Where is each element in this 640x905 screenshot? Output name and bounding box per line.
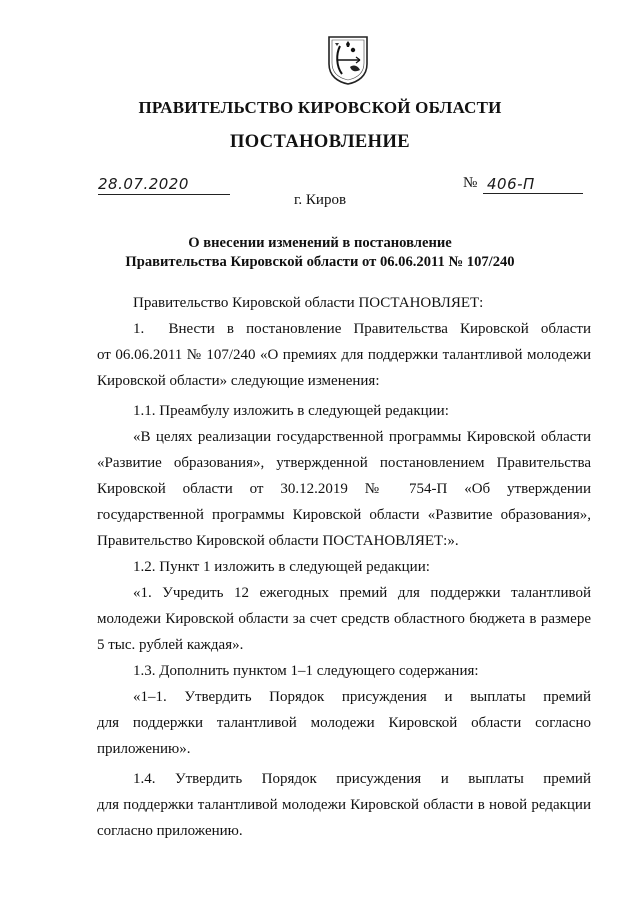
quoted-preamble <box>97 424 591 554</box>
subject-line: О внесении изменений в постановление <box>188 235 452 251</box>
paragraph-line: 1. Внести в постановление Правительства Кировской области <box>133 321 591 337</box>
intro-paragraph: Правительство Кировской области ПОСТАНОВЛЯЕТ: <box>133 295 484 311</box>
paragraph-line: от 06.06.2011 № 107/240 «О премиях для поддержки талантливой молодежи <box>97 347 591 363</box>
government-title: ПРАВИТЕЛЬСТВО КИРОВСКОЙ ОБЛАСТИ <box>138 98 502 117</box>
kirov-coat-of-arms-icon <box>326 34 370 86</box>
paragraph-line: молодежи Кировской области за счет средств областного бюджета в размере <box>97 611 591 627</box>
subject-line: Правительства Кировской области от 06.06.2011 № 107/240 <box>125 253 515 270</box>
paragraph-line: Правительство Кировской области ПОСТАНОВЛЯЕТ:». <box>97 533 459 549</box>
document-number-field <box>463 172 583 194</box>
paragraph-line: государственной программы Кировской области «Развитие образования», <box>97 507 591 523</box>
document-city: г. Киров <box>293 192 347 208</box>
document-type-title: ПОСТАНОВЛЕНИЕ <box>229 132 410 152</box>
paragraph-item-1 <box>97 316 591 394</box>
paragraph-item-1-4 <box>97 766 591 844</box>
paragraph-item-1-3: 1.3. Дополнить пунктом 1–1 следующего содержания: <box>133 663 479 679</box>
paragraph-line: согласно приложению. <box>97 823 243 839</box>
paragraph-line: Кировской области» следующие изменения: <box>97 373 380 389</box>
paragraph-line: «В целях реализации государственной программы Кировской области <box>133 429 591 445</box>
paragraph-line: «Развитие образования», утвержденной постановлением Правительства <box>97 455 591 471</box>
paragraph-line: для поддержки талантливой молодежи Кировской области в новой редакции <box>97 797 591 813</box>
paragraph-line: «1. Учредить 12 ежегодных премий для поддержки талантливой <box>133 585 591 601</box>
document-number: 406-П <box>487 175 535 193</box>
document-date: 28.07.2020 <box>98 175 189 193</box>
paragraph-item-1-2: 1.2. Пункт 1 изложить в следующей редакции: <box>133 559 430 575</box>
paragraph-line: для поддержки талантливой молодежи Кировской области согласно <box>97 715 591 731</box>
quoted-point-1-1 <box>97 684 591 762</box>
paragraph-line: 5 тыс. рублей каждая». <box>97 637 244 653</box>
paragraph-line: 1.4. Утвердить Порядок присуждения и выплаты премий <box>133 771 591 787</box>
number-sign: № <box>463 175 478 191</box>
paragraph-line: Кировской области от 30.12.2019 № 754-П «Об утверждении <box>97 481 591 497</box>
document-subject <box>0 234 640 271</box>
quoted-point-1 <box>97 580 591 658</box>
paragraph-line: «1–1. Утвердить Порядок присуждения и выплаты премий <box>133 689 591 705</box>
paragraph-item-1-1: 1.1. Преамбулу изложить в следующей редакции: <box>133 403 449 419</box>
paragraph-line: приложению». <box>97 741 191 757</box>
